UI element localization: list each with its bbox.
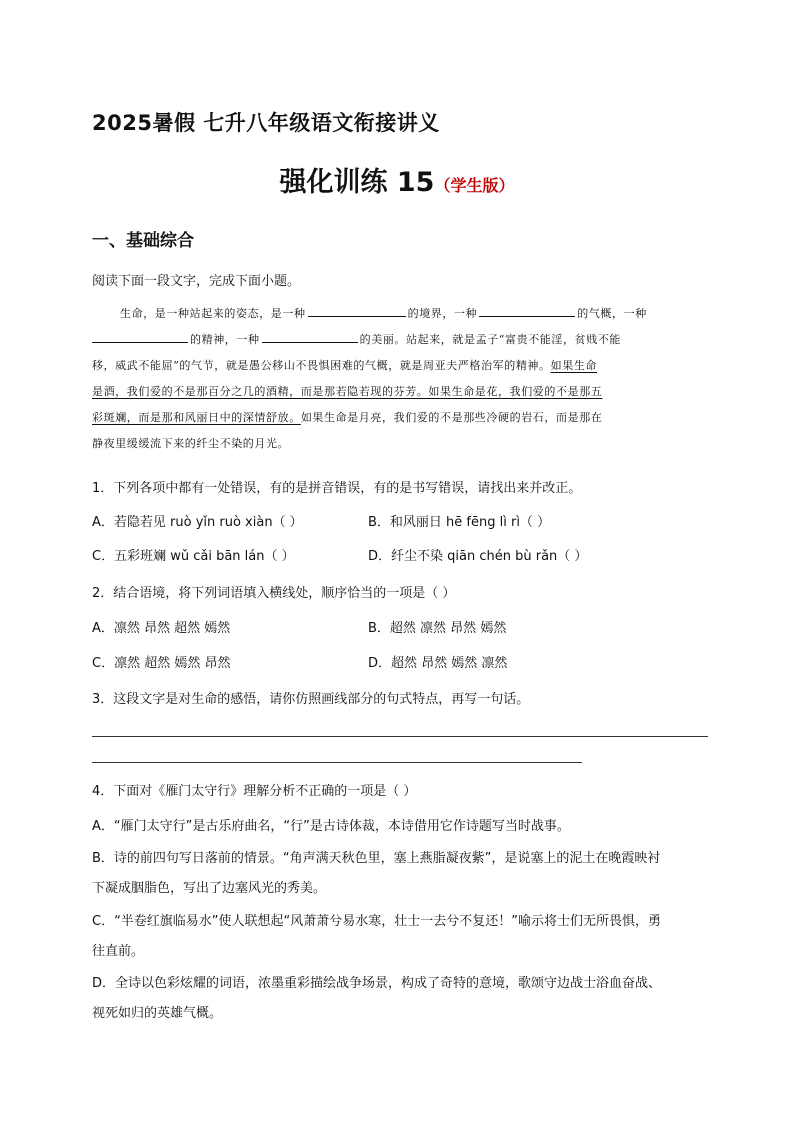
passage-text: 如果生命是月亮，我们爱的不是那些冷硬的岩石，而是那在 (300, 411, 603, 424)
section-heading: 一、基础综合 (92, 231, 194, 251)
handout-title: 2025暑假 七升八年级语文衔接讲义 (92, 111, 440, 135)
passage-text: 的美丽。站起来，就是孟子“富贵不能淫，贫贱不能 (359, 333, 622, 346)
q1-option-d: D．纤尘不染 qiān chén bù rǎn（ ） (368, 549, 588, 564)
answer-line (92, 736, 708, 737)
q2-option-a: A．凛然 昂然 超然 嫣然 (92, 621, 231, 636)
exercise-title-text: 强化训练 15 (279, 167, 435, 198)
passage-line-5 (92, 409, 708, 425)
underlined-sentence: 如果生命 (550, 359, 598, 372)
fill-blank (92, 331, 188, 343)
question-2-stem: 2．结合语境，将下列词语填入横线处，顺序恰当的一项是（ ） (92, 586, 456, 601)
q2-option-b: B．超然 凛然 昂然 嫣然 (368, 621, 507, 636)
q1-option-a: A．若隐若见 ruò yǐn ruò xiàn（ ） (92, 515, 303, 530)
q1-option-b: B．和风丽日 hē fēng lì rì（ ） (368, 515, 551, 530)
passage-text: 移，威武不能屈”的气节，就是愚公移山不畏惧困难的气概，就是周亚夫严格治军的精神。 (92, 359, 551, 372)
q4-option-d-line-1: D．全诗以色彩炫耀的词语，浓墨重彩描绘战争场景，构成了奇特的意境，歌颂守边战士浴血奋战、 (92, 976, 662, 991)
passage-text: 的精神，一种 (190, 333, 260, 346)
fill-blank (479, 305, 575, 317)
q4-option-c-line-1: C．“半卷红旗临易水”使人联想起“风萧萧兮易水寒，壮士一去兮不复还！”喻示将士们无所畏惧，勇 (92, 914, 662, 929)
exercise-title (0, 160, 794, 199)
passage-line-1 (92, 305, 708, 321)
q4-option-c-line-2: 往直前。 (92, 944, 145, 959)
passage-line-3 (92, 357, 708, 373)
q2-option-d: D．超然 昂然 嫣然 凛然 (368, 656, 508, 671)
question-3-stem: 3．这段文字是对生命的感悟，请你仿照画线部分的句式特点，再写一句话。 (92, 692, 530, 707)
passage-text: 静夜里缓缓流下来的纤尘不染的月光。 (92, 437, 290, 450)
passage-line-2 (92, 331, 708, 347)
q4-option-b-line-2: 下凝成胭脂色，写出了边塞风光的秀美。 (92, 881, 327, 896)
fill-blank (308, 305, 406, 317)
q2-option-c: C．凛然 超然 嫣然 昂然 (92, 656, 231, 671)
passage-text: 生命，是一种站起来的姿态，是一种 (120, 307, 306, 320)
question-4-stem: 4．下面对《雁门太守行》理解分析不正确的一项是（ ） (92, 784, 417, 799)
instruction-text: 阅读下面一段文字，完成下面小题。 (92, 274, 301, 289)
passage-text: 的境界，一种 (407, 307, 478, 320)
question-1-stem: 1．下列各项中都有一处错误，有的是拼音错误，有的是书写错误，请找出来并改正。 (92, 481, 582, 496)
passage-line-4 (92, 383, 708, 399)
q4-option-b-line-1: B．诗的前四句写日落前的情景。“角声满天秋色里，塞上燕脂凝夜紫”，是说塞上的泥土在晚霞映衬 (92, 851, 661, 866)
passage-text: 的气概，一种 (577, 307, 647, 320)
q4-option-d-line-2: 视死如归的英雄气概。 (92, 1006, 223, 1021)
edition-label: （学生版） (434, 176, 515, 195)
underlined-sentence: 彩斑斓，而是那和风丽日中的深情舒放。 (92, 411, 301, 424)
answer-line (92, 762, 582, 763)
underlined-sentence: 是酒，我们爱的不是那百分之几的酒精，而是那若隐若现的芬芳。如果生命是花，我们爱的不是那五 (92, 385, 603, 398)
q1-option-c: C．五彩班斓 wǔ cǎi bān lán（ ） (92, 549, 295, 564)
q4-option-a: A．“雁门太守行”是古乐府曲名，“行”是古诗体裁，本诗借用它作诗题写当时战事。 (92, 819, 570, 834)
passage-line-6 (92, 435, 708, 451)
fill-blank (262, 331, 358, 343)
